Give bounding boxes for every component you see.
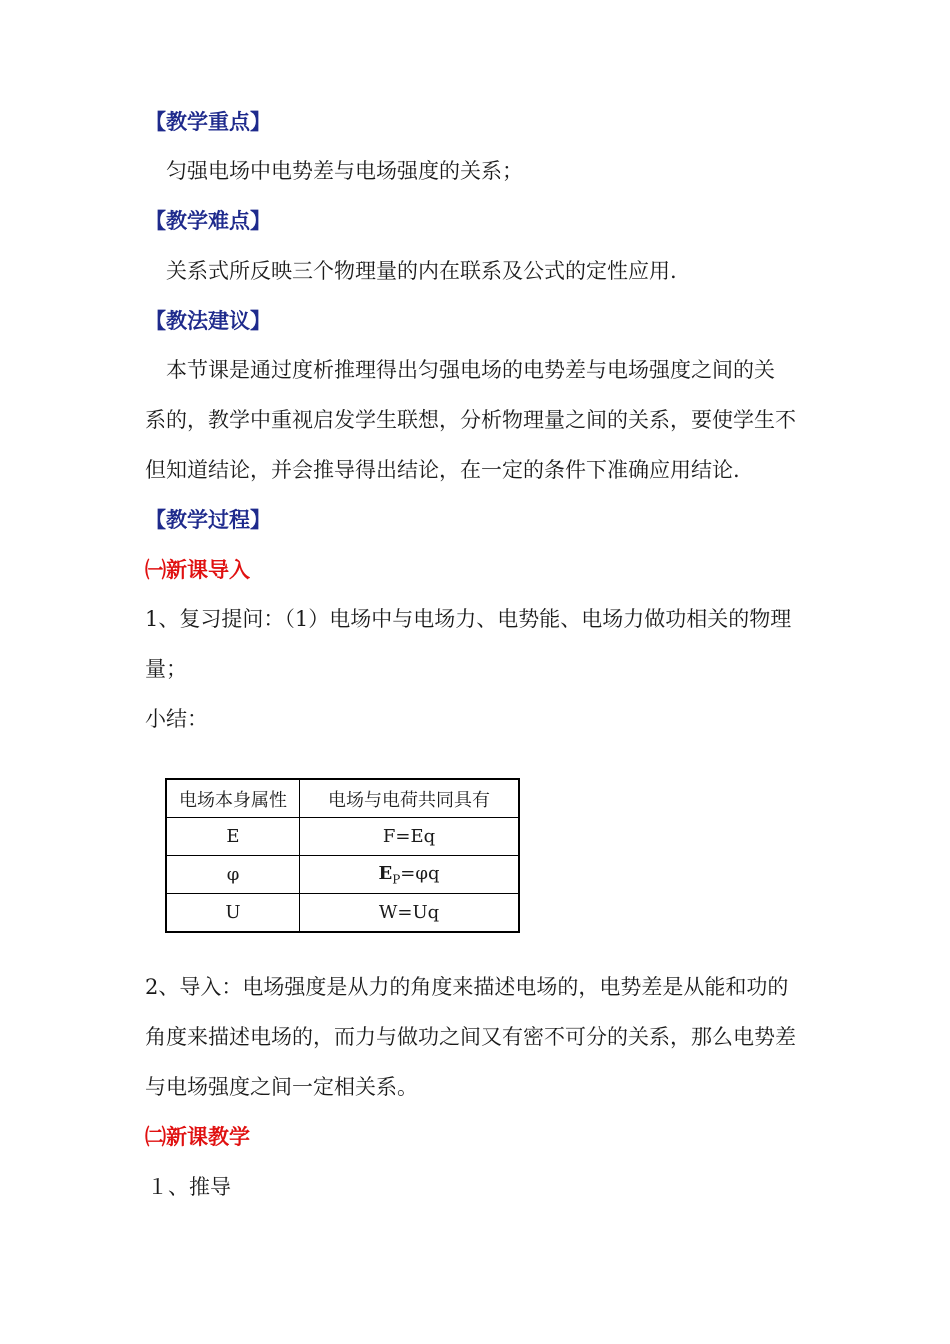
review-line-2: 量； — [145, 657, 187, 681]
intro-heading: ㈠新课导入 — [145, 558, 250, 582]
lead-line-2: 角度来描述电场的，而力与做功之间又有密不可分的关系，那么电势差 — [145, 1025, 796, 1049]
lead-line-3: 与电场强度之间一定相关系。 — [145, 1075, 418, 1099]
table-row — [166, 818, 519, 856]
table-row — [166, 856, 519, 894]
key-points-heading: 【教学重点】 — [145, 110, 271, 134]
summary-label: 小结： — [145, 707, 208, 731]
process-heading: 【教学过程】 — [145, 508, 271, 532]
review-line-1: 1、复习提问：（1）电场中与电场力、电势能、电场力做功相关的物理 — [145, 607, 792, 631]
difficulties-heading: 【教学难点】 — [145, 209, 271, 233]
key-points-text: 匀强电场中电势差与电场强度的关系； — [166, 159, 523, 183]
derivation-label: １、推导 — [147, 1175, 231, 1199]
method-text-line-3: 但知道结论，并会推导得出结论，在一定的条件下准确应用结论. — [145, 458, 740, 482]
table-cell-relation: W=Uq — [300, 894, 520, 933]
table-header-relation: 电场与电荷共同具有 — [300, 779, 520, 818]
table-cell-relation: F=Eq — [300, 818, 520, 856]
table-cell-relation — [300, 856, 520, 894]
table-row — [166, 894, 519, 933]
lead-line-1: 2、导入：电场强度是从力的角度来描述电场的，电势差是从能和功的 — [145, 975, 789, 999]
table-cell-property: E — [166, 818, 300, 856]
formula-main: E — [378, 862, 393, 884]
teaching-heading: ㈡新课教学 — [145, 1125, 250, 1149]
table-cell-property: φ — [166, 856, 300, 894]
method-text-line-1: 本节课是通过度析推理得出匀强电场的电势差与电场强度之间的关 — [166, 358, 775, 382]
formula-subscript: P — [392, 872, 401, 887]
summary-table — [165, 778, 520, 933]
table-header-row — [166, 779, 519, 818]
difficulties-text: 关系式所反映三个物理量的内在联系及公式的定性应用. — [166, 259, 677, 283]
method-heading: 【教法建议】 — [145, 309, 271, 333]
table-cell-property: U — [166, 894, 300, 933]
formula-rest: =φq — [400, 862, 440, 884]
table-header-property: 电场本身属性 — [166, 779, 300, 818]
method-text-line-2: 系的，教学中重视启发学生联想，分析物理量之间的关系，要使学生不 — [145, 408, 796, 432]
